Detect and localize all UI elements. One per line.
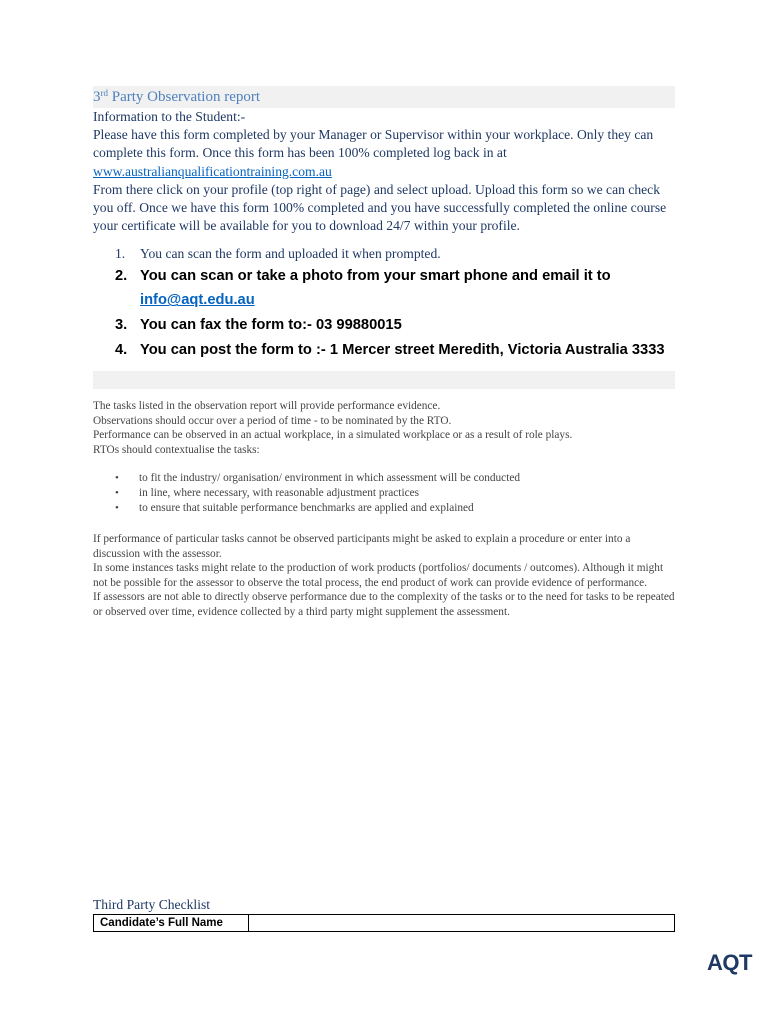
guideline-paragraph: If assessors are not able to directly observe performance due to the complexity of the tasks or to the need for tasks to be repeated or observed over time, evidence collected by a third party might supplement the assessment. bbox=[93, 591, 675, 618]
guideline-paragraph: RTOs should contextualise the tasks: bbox=[93, 443, 260, 456]
bullet-icon: • bbox=[115, 502, 119, 515]
guideline-paragraph: Observations should occur over a period of time - to be nominated by the RTO. bbox=[93, 414, 452, 427]
report-title bbox=[93, 86, 675, 108]
list-item bbox=[93, 471, 675, 486]
step-number: 2. bbox=[115, 268, 128, 285]
step-4 bbox=[93, 338, 675, 362]
step-number: 3. bbox=[115, 317, 128, 334]
candidate-table bbox=[93, 914, 675, 932]
list-item-text: in line, where necessary, with reasonable adjustment practices bbox=[139, 487, 420, 500]
step-number: 4. bbox=[115, 342, 128, 359]
information-paragraph-1 bbox=[93, 126, 675, 181]
list-item-text: to ensure that suitable performance benchmarks are applied and explained bbox=[139, 502, 474, 515]
title-prefix: 3 bbox=[93, 89, 101, 105]
submission-steps bbox=[93, 245, 675, 362]
candidate-name-field[interactable] bbox=[249, 915, 675, 932]
guideline-paragraph: If performance of particular tasks cannot be observed participants might be asked to explain a procedure or enter into a discussion with the assessor. bbox=[93, 533, 631, 560]
guideline-paragraph: The tasks listed in the observation report will provide performance evidence. bbox=[93, 400, 441, 413]
title-superscript: rd bbox=[100, 88, 108, 98]
bullet-icon: • bbox=[115, 487, 119, 500]
bullet-icon: • bbox=[115, 472, 119, 485]
guideline-paragraph: Performance can be observed in an actual workplace, in a simulated workplace or as a result of role plays. bbox=[93, 429, 573, 442]
step-1 bbox=[93, 245, 675, 263]
aqt-logo: AQT bbox=[707, 950, 752, 975]
step-text: You can scan the form and uploaded it when prompted. bbox=[140, 246, 441, 262]
email-link[interactable]: info@aqt.edu.au bbox=[140, 292, 255, 309]
step-2 bbox=[93, 264, 675, 312]
candidate-name-label: Candidate’s Full Name bbox=[94, 915, 249, 932]
step-text: You can scan or take a photo from your smart phone and email it to bbox=[140, 268, 611, 285]
list-item bbox=[93, 486, 675, 501]
title-rest: Party Observation report bbox=[108, 89, 261, 105]
contextualise-list bbox=[93, 471, 675, 516]
observation-guidelines bbox=[93, 399, 675, 619]
section-divider bbox=[93, 371, 675, 389]
document-page bbox=[93, 86, 675, 619]
table-row bbox=[94, 915, 675, 932]
information-paragraph-2: From there click on your profile (top right of page) and select upload. Upload this form so we can check you off. Once we have this form 100% completed and you have successfully completed the online course your certificate will be available for you to download 24/7 within your profile. bbox=[93, 181, 667, 234]
step-text: You can fax the form to:- 03 99880015 bbox=[140, 317, 402, 334]
step-number: 1. bbox=[115, 246, 126, 262]
step-text: You can post the form to :- 1 Mercer street Meredith, Victoria Australia 3333 bbox=[140, 342, 665, 359]
list-item bbox=[93, 501, 675, 516]
step-3 bbox=[93, 313, 675, 337]
guideline-paragraph: In some instances tasks might relate to the production of work products (portfolios/ documents / outcomes). Although it might not be possible for the assessor to observe the total process, the end product of work can provide evidence of performance. bbox=[93, 562, 664, 589]
information-text-1: Please have this form completed by your Manager or Supervisor within your workplace. Only they can complete this form. Once this form has been 100% completed log back in at bbox=[93, 127, 654, 161]
website-link[interactable]: www.australianqualificationtraining.com.au bbox=[93, 163, 332, 179]
student-information bbox=[93, 108, 675, 235]
checklist-title: Third Party Checklist bbox=[93, 897, 211, 912]
list-item-text: to fit the industry/ organisation/ environment in which assessment will be conducted bbox=[139, 472, 520, 485]
information-heading: Information to the Student:- bbox=[93, 109, 246, 124]
